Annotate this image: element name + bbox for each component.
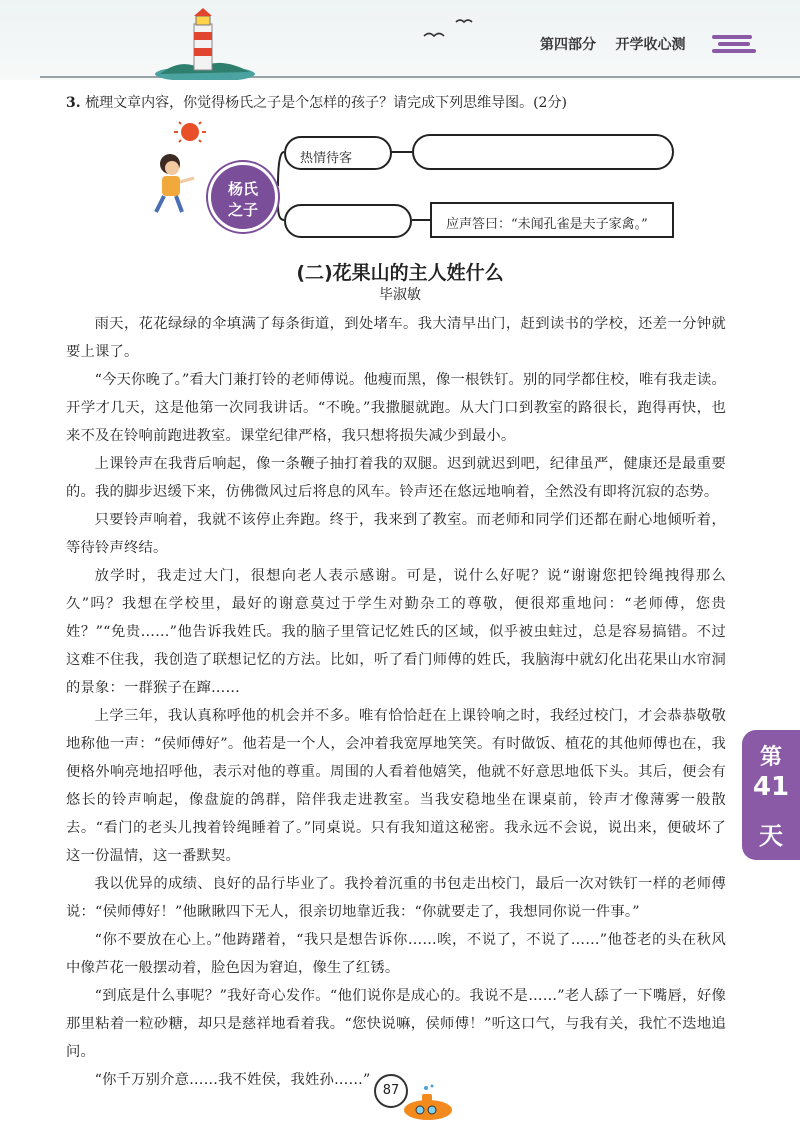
branch-bottom-quote (430, 202, 674, 238)
mind-map (150, 120, 680, 255)
paragraph: 放学时，我走过大门，很想向老人表示感谢。可是，说什么好呢？说“谢谢您把铃绳拽得那么久”吗？我想在学校里，最好的谢意莫过于学生对勤杂工的尊敬，便很郑重地问：“老师傅，您贵姓？”“免贵……”他告诉我姓氏。我的脑子里管记忆姓氏的区域，似乎被虫蛀过，总是容易搞错。不过这难不住我，我创造了联想记忆的方法。比如，听了看门师傅的姓氏，我脑海中就幻化出花果山水帘洞的景象：一群猴子在蹿…… (66, 568, 726, 696)
center-line-2: 之子 (227, 201, 258, 219)
day-number: 41 (752, 772, 790, 802)
paragraph: “到底是什么事呢？”我好奇心发作。“他们说你是成心的。我说不是……”老人舔了一下嘴唇，好像那里粘着一粒砂糖，却只是慈祥地看着我。“您快说嘛，侯师傅！”听这口气，与我有关，我忙不迭地追问。 (66, 988, 726, 1060)
branch-bottom-answer-box[interactable] (284, 204, 412, 238)
paragraph: 雨天，花花绿绿的伞填满了每条街道，到处堵车。我大清早出门，赶到读书的学校，还差一分钟就要上课了。 (66, 316, 726, 360)
lighthouse-illustration (150, 8, 260, 80)
paragraph: 我以优异的成绩、良好的品行毕业了。我拎着沉重的书包走出校门，最后一次对铁钉一样的老师傅说：“侯师傅好！”他瞅瞅四下无人，很亲切地靠近我：“你就要走了，我想同你说一件事。” (66, 876, 726, 920)
paragraph: “今天你晚了。”看大门兼打铃的老师傅说。他瘦而黑，像一根铁钉。别的同学都住校，唯有我走读。开学才几天，这是他第一次同我讲话。“不晚。”我撒腿就跑。从大门口到教室的路很长，跑得再快，也来不及在铃响前跑进教室。课堂纪律严格，我只想将损失减少到最小。 (66, 372, 726, 444)
day-side-tab (742, 730, 800, 860)
section-part: 第四部分 (540, 37, 596, 53)
page-number: 87 (374, 1074, 408, 1108)
center-line-1: 杨氏 (227, 180, 258, 198)
section-label (540, 34, 686, 54)
paragraph: “你千万别介意……我不姓侯，我姓孙……” (94, 1072, 371, 1088)
submarine-icon (396, 1084, 456, 1124)
day-suffix: 天 (759, 822, 783, 850)
article-body (66, 310, 726, 1094)
article-author: 毕淑敏 (379, 287, 421, 303)
paragraph: 上学三年，我认真称呼他的机会并不多。唯有恰恰赶在上课铃响之时，我经过校门，才会恭恭敬敬地称他一声：“侯师傅好”。他若是一个人，会冲着我宽厚地笑笑。有时做饭、植花的其他师傅也在，我便格外响亮地招呼他，表示对他的尊重。周围的人看着他嬉笑，他就不好意思地低下头。其后，便会有悠长的铃声响起，像盘旋的鸽群，陪伴我走进教室。当我安稳地坐在课桌前，铃声才像薄雾一般散去。“看门的老头儿拽着铃绳睡着了。”同桌说。只有我知道这秘密。我永远不会说，说出来，便破坏了这一份温情，这一番默契。 (66, 708, 726, 864)
question-number: 3. (66, 95, 81, 111)
header-tab-mark-icon (708, 30, 768, 56)
sun-icon (181, 123, 199, 141)
paragraph: 上课铃声在我背后响起，像一条鞭子抽打着我的双腿。迟到就迟到吧，纪律虽严，健康还是最重要的。我的脚步迟缓下来，仿佛微风过后将息的风车。铃声还在悠远地响着，全然没有即将沉寂的态势。 (66, 456, 726, 500)
article-title: (二)花果山的主人姓什么 (296, 262, 504, 284)
mind-map-center-node (208, 162, 278, 232)
branch-top-answer-box[interactable] (412, 134, 674, 170)
section-title: 开学收心测 (615, 37, 686, 53)
day-prefix: 第 (759, 745, 782, 770)
birds-icon (420, 14, 480, 44)
branch-top-label: 热情待客 (300, 151, 353, 166)
question-text: 梳理文章内容，你觉得杨氏之子是个怎样的孩子？请完成下列思维导图。(2分) (85, 95, 567, 111)
paragraph: 只要铃声响着，我就不该停止奔跑。终于，我来到了教室。而老师和同学们还都在耐心地倾听着，等待铃声终结。 (66, 512, 726, 556)
branch-top-trait (284, 136, 392, 170)
paragraph: “你不要放在心上。”他踌躇着，“我只是想告诉你……唉，不说了，不说了……”他苍老的头在秋风中像芦花一般摆动着，脸色因为窘迫，像生了红锈。 (66, 932, 726, 976)
question-3 (66, 92, 766, 114)
branch-bottom-label: 应声答曰：“未闻孔雀是夫子家禽。” (446, 217, 648, 232)
child-figure (156, 154, 194, 212)
